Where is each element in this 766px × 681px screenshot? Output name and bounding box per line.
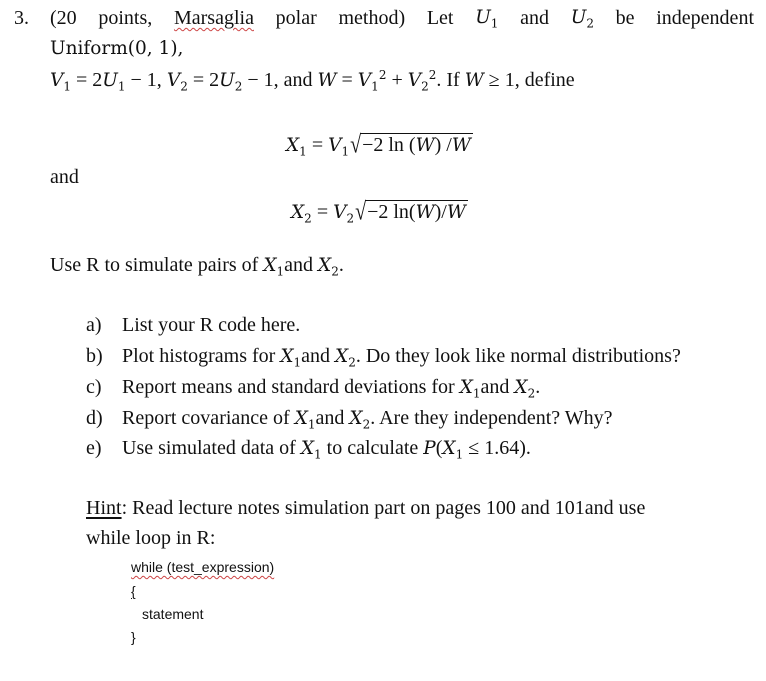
header-word: be [615,7,635,29]
question-label: d) [86,407,103,429]
question-text: Plot histograms for $X_1and$ $X_2$. Do they look like normal distributions? [122,345,681,370]
header-word: and [520,7,550,29]
question-a [86,314,300,337]
problem-number: 3. [14,7,29,29]
header-word: Let [426,7,454,29]
definition-line: $V_1 = 2U_1 - 1$, $V_2 = 2U_2 - 1$, and $W = V_1^2 + V_2^2$. If W ≥ 1, define [50,67,575,94]
code-line-statement: statement [142,606,204,622]
question-text: Report means and standard deviations for $X_1and$ $X_2$. [122,376,541,401]
header-word: points, [98,7,153,29]
question-label: b) [86,345,103,367]
question-text: List your R code here. [122,314,301,336]
question-b [86,345,681,368]
question-d [86,407,613,430]
header-word-marsaglia: Marsaglia [173,7,254,29]
code-line-while: while (test_expression) [131,559,275,575]
code-line-open-brace: { [131,583,136,599]
header-word: (20 [50,7,77,29]
question-label: a) [86,314,102,336]
problem-header-line [50,7,754,30]
math-u2: $U_2$ [570,7,594,31]
header-word: polar [275,7,317,29]
header-word: independent [656,7,754,29]
question-c [86,376,540,399]
simulate-line: Use R to simulate pairs of $X_1and$ $X_2$. [50,254,344,279]
equation-x2: $X_2 = V_2√-2$ ln(W)/W [291,198,466,226]
question-text: Report covariance of $X_1and$ $X_2$. Are they independent? Why? [122,407,613,432]
problem-header-line2: Uniform(0, 1), [50,38,184,59]
hint-label: Hint [86,497,122,519]
hint-line2: while loop in R: [86,527,216,549]
math-u1: $U_1$ [475,7,499,31]
equation-x1: $X_1 = V_1√-2$ ln (W) /W [286,131,471,159]
question-text: Use simulated data of $X_1$ to calculate $P(X_1 \le 1.64)$. [122,437,531,462]
question-e [86,437,531,460]
question-label: e) [86,437,102,459]
code-line-close-brace: } [131,629,136,645]
question-label: c) [86,376,102,398]
connector-and: and [50,166,79,188]
hint-line1 [86,497,645,520]
hint-text: : Read lecture notes simulation part on pages 100 and 101and use [121,497,646,519]
header-word: method) [338,7,406,29]
